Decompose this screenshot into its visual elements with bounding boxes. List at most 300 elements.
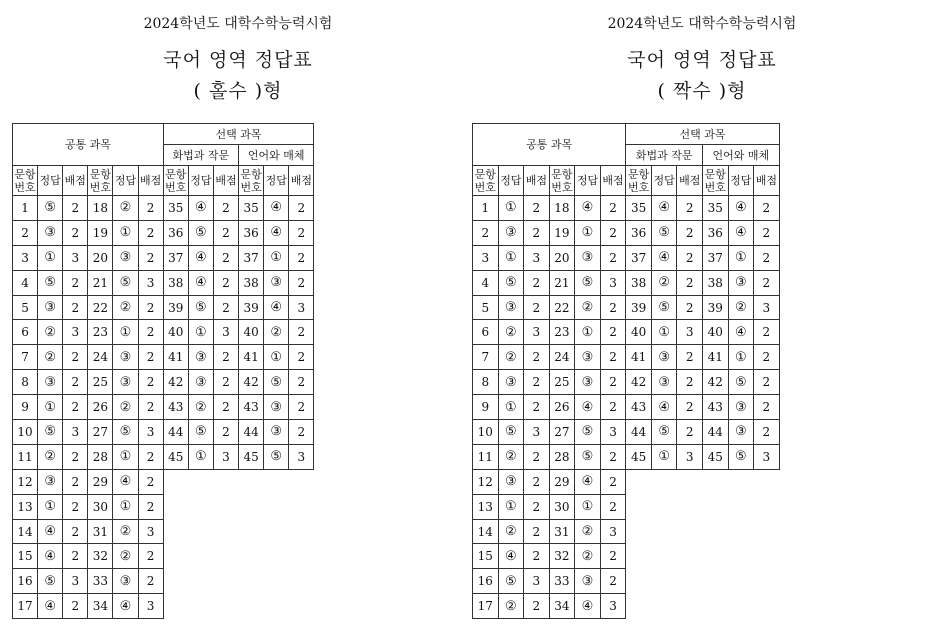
- score-cell: 2: [213, 270, 238, 295]
- answer-cell: ④: [188, 270, 213, 295]
- question-number-cell: 34: [88, 594, 113, 619]
- score-cell: 2: [289, 395, 314, 420]
- answer-cell: ②: [575, 544, 601, 569]
- score-cell: 2: [213, 295, 238, 320]
- question-number-header: 문항 번호: [702, 166, 728, 196]
- question-number-cell: 14: [473, 519, 499, 544]
- answer-cell: ④: [264, 196, 289, 221]
- score-cell: 2: [754, 345, 780, 370]
- question-number-cell: 20: [549, 245, 575, 270]
- exam-name: 2024학년도 대학수학능력시험: [143, 16, 333, 32]
- answer-cell: ②: [498, 444, 524, 469]
- score-cell: 2: [289, 245, 314, 270]
- question-number-cell: 7: [473, 345, 499, 370]
- question-number-cell: 45: [239, 444, 264, 469]
- score-cell: 2: [677, 196, 703, 221]
- exam-name: 2024학년도 대학수학능력시험: [607, 16, 797, 32]
- answer-cell: ③: [575, 345, 601, 370]
- question-number-cell: 16: [13, 569, 38, 594]
- score-cell: 2: [138, 345, 163, 370]
- question-number-cell: 18: [88, 196, 113, 221]
- question-number-cell: 10: [13, 420, 38, 445]
- question-number-cell: 37: [702, 245, 728, 270]
- answer-cell: ③: [38, 370, 63, 395]
- score-cell: 2: [524, 444, 550, 469]
- answer-cell: ④: [38, 544, 63, 569]
- answer-cell: ⑤: [264, 370, 289, 395]
- answer-header: 정답: [498, 166, 524, 196]
- score-cell: 2: [754, 270, 780, 295]
- table-row: [13, 295, 465, 320]
- score-cell: 2: [677, 370, 703, 395]
- question-number-cell: 19: [88, 220, 113, 245]
- answer-cell: ②: [113, 196, 138, 221]
- score-cell: 2: [289, 196, 314, 221]
- table-row: [13, 245, 465, 270]
- score-cell: 2: [63, 444, 88, 469]
- answer-cell: ④: [188, 196, 213, 221]
- question-number-cell: 38: [626, 270, 652, 295]
- question-number-cell: 40: [163, 320, 188, 345]
- question-number-cell: 1: [13, 196, 38, 221]
- question-number-cell: 35: [239, 196, 264, 221]
- score-header: 배점: [524, 166, 550, 196]
- answer-cell: ④: [113, 594, 138, 619]
- question-number-cell: 31: [88, 519, 113, 544]
- score-cell: 2: [63, 295, 88, 320]
- answer-header: 정답: [651, 166, 677, 196]
- answer-cell: ②: [113, 519, 138, 544]
- answer-cell: ③: [498, 469, 524, 494]
- odd-answer-table: [12, 123, 465, 619]
- question-number-cell: 44: [163, 420, 188, 445]
- answer-cell: ①: [188, 444, 213, 469]
- score-header: 배점: [677, 166, 703, 196]
- question-number-cell: 14: [13, 519, 38, 544]
- score-cell: 2: [524, 295, 550, 320]
- answer-cell: ⑤: [728, 370, 754, 395]
- question-number-cell: 8: [13, 370, 38, 395]
- answer-cell: ①: [188, 320, 213, 345]
- table-row: [473, 270, 933, 295]
- question-number-cell: 3: [473, 245, 499, 270]
- question-number-cell: 38: [702, 270, 728, 295]
- answer-cell: ③: [728, 420, 754, 445]
- answer-cell: ②: [498, 345, 524, 370]
- answer-cell: ②: [728, 295, 754, 320]
- question-number-cell: 5: [473, 295, 499, 320]
- empty-area: [163, 469, 314, 618]
- table-row: [473, 196, 933, 221]
- question-number-cell: 30: [549, 494, 575, 519]
- answer-cell: ②: [38, 320, 63, 345]
- score-cell: 2: [524, 196, 550, 221]
- score-cell: 2: [677, 245, 703, 270]
- question-number-cell: 41: [702, 345, 728, 370]
- score-cell: 3: [600, 519, 626, 544]
- question-number-cell: 21: [88, 270, 113, 295]
- answer-header: 정답: [728, 166, 754, 196]
- answer-cell: ②: [651, 270, 677, 295]
- table-row: [473, 395, 933, 420]
- answer-cell: ④: [113, 469, 138, 494]
- score-cell: 2: [213, 196, 238, 221]
- answer-cell: ⑤: [188, 295, 213, 320]
- question-number-cell: 7: [13, 345, 38, 370]
- question-number-cell: 40: [702, 320, 728, 345]
- answer-cell: ⑤: [264, 444, 289, 469]
- score-cell: 2: [524, 220, 550, 245]
- table-row: [473, 295, 933, 320]
- answer-cell: ③: [38, 220, 63, 245]
- answer-cell: ①: [575, 494, 601, 519]
- answer-cell: ②: [575, 519, 601, 544]
- score-cell: 3: [138, 594, 163, 619]
- question-number-cell: 4: [13, 270, 38, 295]
- score-cell: 2: [677, 345, 703, 370]
- score-cell: 2: [677, 295, 703, 320]
- answer-cell: ③: [113, 245, 138, 270]
- score-cell: 2: [524, 395, 550, 420]
- score-cell: 2: [600, 295, 626, 320]
- question-number-cell: 21: [549, 270, 575, 295]
- answer-cell: ②: [264, 320, 289, 345]
- score-cell: 3: [289, 444, 314, 469]
- score-cell: 3: [138, 420, 163, 445]
- answer-cell: ⑤: [38, 196, 63, 221]
- score-cell: 2: [754, 245, 780, 270]
- table-row: [473, 245, 933, 270]
- score-header: 배점: [213, 166, 238, 196]
- answer-cell: ③: [575, 245, 601, 270]
- answer-cell: ①: [38, 245, 63, 270]
- answer-cell: ④: [38, 594, 63, 619]
- question-number-cell: 16: [473, 569, 499, 594]
- question-number-cell: 39: [163, 295, 188, 320]
- score-cell: 2: [213, 245, 238, 270]
- score-cell: 2: [677, 270, 703, 295]
- question-number-cell: 3: [13, 245, 38, 270]
- exam-type-label: ( 짝수 )형: [657, 80, 747, 102]
- score-cell: 2: [138, 494, 163, 519]
- question-number-header: 문항 번호: [165, 167, 187, 194]
- table-row: [13, 469, 465, 494]
- answer-header: 정답: [113, 166, 138, 196]
- score-header: 배점: [289, 166, 314, 196]
- answer-cell: ①: [113, 494, 138, 519]
- answer-cell: ④: [264, 295, 289, 320]
- score-cell: 2: [524, 594, 550, 619]
- score-cell: 2: [600, 544, 626, 569]
- question-number-header: 문항 번호: [240, 167, 262, 194]
- answer-cell: ①: [38, 494, 63, 519]
- score-cell: 3: [138, 270, 163, 295]
- score-cell: 2: [524, 519, 550, 544]
- question-number-cell: 32: [549, 544, 575, 569]
- answer-cell: ③: [264, 270, 289, 295]
- answer-cell: ①: [38, 395, 63, 420]
- score-cell: 2: [63, 270, 88, 295]
- table-row: [473, 220, 933, 245]
- score-cell: 2: [213, 420, 238, 445]
- table-row: [473, 320, 933, 345]
- table-row: [473, 420, 933, 445]
- answer-cell: ①: [498, 494, 524, 519]
- answer-cell: ③: [575, 569, 601, 594]
- question-number-cell: 9: [13, 395, 38, 420]
- score-cell: 2: [138, 245, 163, 270]
- question-number-cell: 24: [549, 345, 575, 370]
- elective-language-media-header: 언어와 매체: [702, 145, 779, 166]
- score-cell: 3: [524, 320, 550, 345]
- answer-cell: ②: [498, 594, 524, 619]
- score-cell: 2: [289, 220, 314, 245]
- question-number-cell: 26: [549, 395, 575, 420]
- elective-language-media-header: 언어와 매체: [239, 145, 314, 166]
- answer-cell: ①: [728, 345, 754, 370]
- score-cell: 2: [754, 420, 780, 445]
- question-number-cell: 43: [702, 395, 728, 420]
- question-number-cell: 39: [626, 295, 652, 320]
- question-number-cell: 39: [702, 295, 728, 320]
- answer-cell: ③: [728, 395, 754, 420]
- question-number-cell: 27: [549, 420, 575, 445]
- answer-cell: ③: [498, 295, 524, 320]
- answer-cell: ⑤: [113, 270, 138, 295]
- question-number-cell: 12: [13, 469, 38, 494]
- score-cell: 3: [600, 270, 626, 295]
- score-cell: 3: [754, 444, 780, 469]
- score-cell: 2: [600, 469, 626, 494]
- question-number-cell: 22: [88, 295, 113, 320]
- score-cell: 2: [63, 594, 88, 619]
- question-number-cell: 29: [88, 469, 113, 494]
- question-number-cell: 45: [702, 444, 728, 469]
- score-cell: 3: [213, 444, 238, 469]
- score-cell: 2: [289, 270, 314, 295]
- score-cell: 2: [213, 395, 238, 420]
- answer-cell: ①: [651, 444, 677, 469]
- exam-type-label: ( 홀수 )형: [193, 80, 283, 102]
- answer-cell: ①: [264, 245, 289, 270]
- answer-cell: ④: [38, 519, 63, 544]
- answer-cell: ④: [188, 245, 213, 270]
- score-cell: 2: [524, 469, 550, 494]
- answer-cell: ②: [575, 295, 601, 320]
- table-row: [13, 220, 465, 245]
- score-cell: 3: [677, 444, 703, 469]
- question-number-header: 문항 번호: [626, 166, 652, 196]
- answer-cell: ②: [38, 444, 63, 469]
- answer-cell: ⑤: [498, 270, 524, 295]
- score-cell: 3: [213, 320, 238, 345]
- answer-cell: ⑤: [188, 420, 213, 445]
- answer-cell: ③: [575, 370, 601, 395]
- score-cell: 2: [138, 469, 163, 494]
- question-number-cell: 11: [13, 444, 38, 469]
- score-cell: 2: [63, 544, 88, 569]
- answer-cell: ③: [38, 295, 63, 320]
- score-cell: 2: [600, 196, 626, 221]
- question-number-cell: 39: [239, 295, 264, 320]
- answer-cell: ①: [498, 196, 524, 221]
- question-number-cell: 43: [163, 395, 188, 420]
- question-number-cell: 31: [549, 519, 575, 544]
- answer-cell: ②: [113, 544, 138, 569]
- elective-speech-writing-header: 화법과 작문: [626, 145, 703, 166]
- answer-cell: ④: [575, 594, 601, 619]
- question-number-cell: 29: [549, 469, 575, 494]
- answer-cell: ①: [498, 245, 524, 270]
- answer-cell: ④: [728, 220, 754, 245]
- score-cell: 2: [600, 320, 626, 345]
- question-number-cell: 43: [626, 395, 652, 420]
- question-number-cell: 17: [473, 594, 499, 619]
- question-number-cell: 42: [163, 370, 188, 395]
- score-cell: 3: [677, 320, 703, 345]
- answer-cell: ④: [728, 196, 754, 221]
- answer-cell: ①: [264, 345, 289, 370]
- question-number-header: 문항 번호: [89, 167, 112, 194]
- answer-cell: ③: [264, 420, 289, 445]
- table-row: [13, 320, 465, 345]
- answer-cell: ③: [113, 370, 138, 395]
- score-cell: 3: [524, 569, 550, 594]
- question-number-cell: 41: [239, 345, 264, 370]
- answer-cell: ④: [575, 395, 601, 420]
- question-number-cell: 36: [163, 220, 188, 245]
- answer-cell: ③: [728, 270, 754, 295]
- answer-cell: ③: [113, 569, 138, 594]
- answer-cell: ③: [651, 370, 677, 395]
- score-cell: 2: [138, 569, 163, 594]
- answer-cell: ④: [575, 196, 601, 221]
- answer-header: 정답: [188, 166, 213, 196]
- score-cell: 3: [600, 594, 626, 619]
- score-cell: 2: [138, 196, 163, 221]
- question-number-cell: 22: [549, 295, 575, 320]
- question-number-cell: 40: [626, 320, 652, 345]
- score-cell: 2: [138, 320, 163, 345]
- question-number-cell: 38: [239, 270, 264, 295]
- score-cell: 2: [677, 395, 703, 420]
- score-cell: 2: [138, 295, 163, 320]
- answer-cell: ②: [498, 320, 524, 345]
- score-cell: 2: [213, 220, 238, 245]
- question-number-cell: 45: [163, 444, 188, 469]
- question-number-cell: 2: [13, 220, 38, 245]
- question-number-cell: 24: [88, 345, 113, 370]
- table-row: [473, 444, 933, 469]
- answer-cell: ⑤: [651, 420, 677, 445]
- score-cell: 2: [524, 544, 550, 569]
- answer-cell: ⑤: [113, 420, 138, 445]
- question-number-cell: 42: [626, 370, 652, 395]
- score-cell: 2: [754, 395, 780, 420]
- score-cell: 3: [63, 420, 88, 445]
- table-row: [13, 196, 465, 221]
- answer-cell: ④: [651, 245, 677, 270]
- answer-cell: ⑤: [498, 569, 524, 594]
- question-number-cell: 12: [473, 469, 499, 494]
- score-cell: 2: [600, 444, 626, 469]
- question-number-cell: 2: [473, 220, 499, 245]
- question-number-cell: 28: [88, 444, 113, 469]
- question-number-header: 문항 번호: [549, 166, 575, 196]
- score-cell: 3: [289, 295, 314, 320]
- score-cell: 2: [600, 220, 626, 245]
- odd-header: [12, 13, 464, 103]
- answer-cell: ①: [575, 320, 601, 345]
- answer-cell: ⑤: [575, 444, 601, 469]
- answer-cell: ②: [188, 395, 213, 420]
- answer-header: 정답: [575, 166, 601, 196]
- answer-cell: ⑤: [575, 420, 601, 445]
- question-number-cell: 4: [473, 270, 499, 295]
- table-row: [13, 395, 465, 420]
- table-row: [13, 420, 465, 445]
- answer-cell: ④: [498, 544, 524, 569]
- answer-cell: ⑤: [188, 220, 213, 245]
- answer-cell: ③: [188, 345, 213, 370]
- answer-cell: ⑤: [651, 220, 677, 245]
- score-cell: 3: [600, 420, 626, 445]
- score-cell: 2: [754, 370, 780, 395]
- question-number-cell: 44: [626, 420, 652, 445]
- question-number-cell: 18: [549, 196, 575, 221]
- score-cell: 2: [63, 196, 88, 221]
- question-number-cell: 11: [473, 444, 499, 469]
- question-number-cell: 35: [702, 196, 728, 221]
- answer-cell: ②: [498, 519, 524, 544]
- score-header: 배점: [63, 166, 88, 196]
- score-cell: 2: [677, 220, 703, 245]
- table-row: [13, 270, 465, 295]
- question-number-cell: 19: [549, 220, 575, 245]
- score-cell: 2: [138, 370, 163, 395]
- score-cell: 2: [138, 395, 163, 420]
- question-number-cell: 44: [702, 420, 728, 445]
- score-cell: 2: [63, 519, 88, 544]
- elective-subject-header: 선택 과목: [163, 124, 314, 145]
- answer-cell: ③: [188, 370, 213, 395]
- answer-cell: ④: [651, 395, 677, 420]
- question-number-cell: 43: [239, 395, 264, 420]
- question-number-cell: 40: [239, 320, 264, 345]
- question-number-cell: 34: [549, 594, 575, 619]
- table-row: [473, 345, 933, 370]
- elective-speech-writing-header: 화법과 작문: [163, 145, 238, 166]
- answer-sheet-title: 국어 영역 정답표: [163, 49, 313, 71]
- table-row: [13, 345, 465, 370]
- question-number-cell: 30: [88, 494, 113, 519]
- table-row: [13, 444, 465, 469]
- score-cell: 2: [677, 420, 703, 445]
- score-cell: 2: [600, 395, 626, 420]
- score-cell: 2: [138, 544, 163, 569]
- elective-subject-header: 선택 과목: [626, 124, 779, 145]
- score-cell: 2: [289, 320, 314, 345]
- even-header: [472, 13, 932, 103]
- question-number-cell: 36: [239, 220, 264, 245]
- question-number-cell: 1: [473, 196, 499, 221]
- question-number-cell: 41: [163, 345, 188, 370]
- question-number-cell: 42: [239, 370, 264, 395]
- score-cell: 3: [138, 519, 163, 544]
- question-number-cell: 6: [13, 320, 38, 345]
- score-cell: 2: [754, 220, 780, 245]
- question-number-cell: 9: [473, 395, 499, 420]
